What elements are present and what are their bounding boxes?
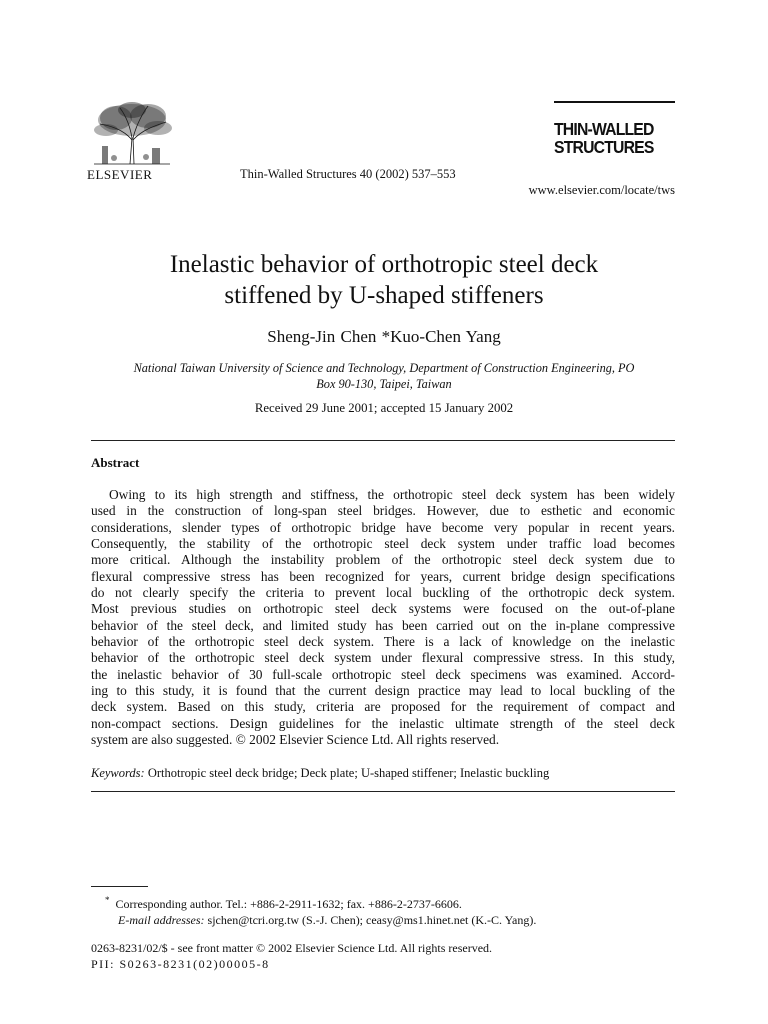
abstract-line: considerations, slender types of orthotropic bridge have become very popular in recent years. (91, 519, 675, 535)
elsevier-tree-logo-icon (86, 100, 178, 166)
masthead-rule (554, 101, 675, 103)
abstract-line: the inelastic behavior of 30 full-scale orthotropic steel deck specimens was examined. Accord- (91, 666, 675, 682)
abstract-line: do not clearly specify the criteria to prevent local buckling of the orthotropic deck system. (91, 585, 675, 601)
keywords-label: Keywords: (91, 766, 145, 780)
copyright-line: 0263-8231/02/$ - see front matter © 2002 Elsevier Science Ltd. All rights reserved. (91, 941, 493, 955)
article-title (0, 249, 768, 311)
footnote-marker: * (105, 895, 110, 905)
front-matter (91, 940, 492, 972)
keywords-text: Orthotropic steel deck bridge; Deck plate; U-shaped stiffener; Inelastic buckling (147, 766, 550, 780)
abstract-line: behavior of the orthotropic steel deck system. There is a lack of knowledge on the inelastic (91, 634, 675, 650)
authors: Sheng-Jin Chen *Kuo-Chen Yang (267, 327, 501, 346)
email-addresses[interactable]: sjchen@tcri.org.tw (S.-J. Chen); ceasy@ms1.hinet.net (K.-C. Yang). (207, 913, 537, 927)
abstract-line: Owing to its high strength and stiffness, the orthotropic steel deck system has been widely (109, 487, 675, 502)
title-line1: Inelastic behavior of orthotropic steel deck (169, 251, 599, 278)
journal-url-link[interactable]: www.elsevier.com/locate/tws (528, 183, 675, 197)
abstract-line: Most previous studies on orthotropic steel deck systems were focused on the out-of-plane (91, 601, 675, 617)
corresponding-author: Corresponding author. Tel.: +886-2-2911-1632; fax. +886-2-2737-6606. (115, 897, 462, 911)
abstract-line: deck system. Based on this study, criteria are proposed for the requirement of compact and (91, 699, 675, 715)
title-line2: stiffened by U-shaped stiffeners (224, 282, 544, 309)
pii-line: PII: S0263-8231(02)00005-8 (91, 957, 270, 971)
abstract-line: behavior of the steel deck, and limited study has been carried out on the in-plane compressive (91, 617, 675, 633)
journal-citation: Thin-Walled Structures 40 (2002) 537–553 (240, 167, 456, 181)
abstract-body (91, 487, 675, 749)
keywords (91, 766, 549, 781)
abstract-line: non-compact sections. Design guidelines for the inelastic ultimate strength of the steel deck (91, 715, 675, 731)
footnote-rule (91, 886, 148, 887)
abstract-line: flexural compressive stress has been recognized for years, current bridge design specifications (91, 568, 675, 584)
abstract-line: ing to this study, it is found that the current design practice may lead to local buckling of the (91, 683, 675, 699)
journal-title (554, 120, 663, 156)
divider-bottom (91, 791, 675, 792)
affiliation (90, 360, 678, 392)
elsevier-logo (84, 100, 180, 182)
journal-title-line2: STRUCTURES (554, 137, 654, 157)
journal-masthead (554, 101, 675, 156)
affiliation-line2: Box 90-130, Taipei, Taiwan (316, 377, 452, 391)
abstract-line: more critical. Although the instability problem of the orthotropic steel deck system due to (91, 552, 675, 568)
abstract-line: used in the construction of long-span steel bridges. However, due to esthetic and economic (91, 503, 675, 519)
abstract-line: system are also suggested. © 2002 Elsevier Science Ltd. All rights reserved. (91, 732, 500, 748)
journal-title-line1: THIN-WALLED (554, 119, 654, 139)
footnote (105, 892, 536, 928)
publisher-name: ELSEVIER (87, 167, 153, 182)
abstract-heading: Abstract (91, 455, 140, 470)
affiliation-line1: National Taiwan University of Science and Technology, Department of Construction Engineering, PO (133, 361, 635, 375)
email-line (105, 912, 536, 928)
email-label: E-mail addresses: (118, 913, 205, 927)
abstract-line: Consequently, the stability of the orthotropic steel deck system under traffic load becomes (91, 536, 675, 552)
received-dates: Received 29 June 2001; accepted 15 January 2002 (254, 401, 514, 415)
abstract-line: behavior of the orthotropic steel deck system under flexural compressive stress. In this study, (91, 650, 675, 666)
divider-top (91, 440, 675, 441)
